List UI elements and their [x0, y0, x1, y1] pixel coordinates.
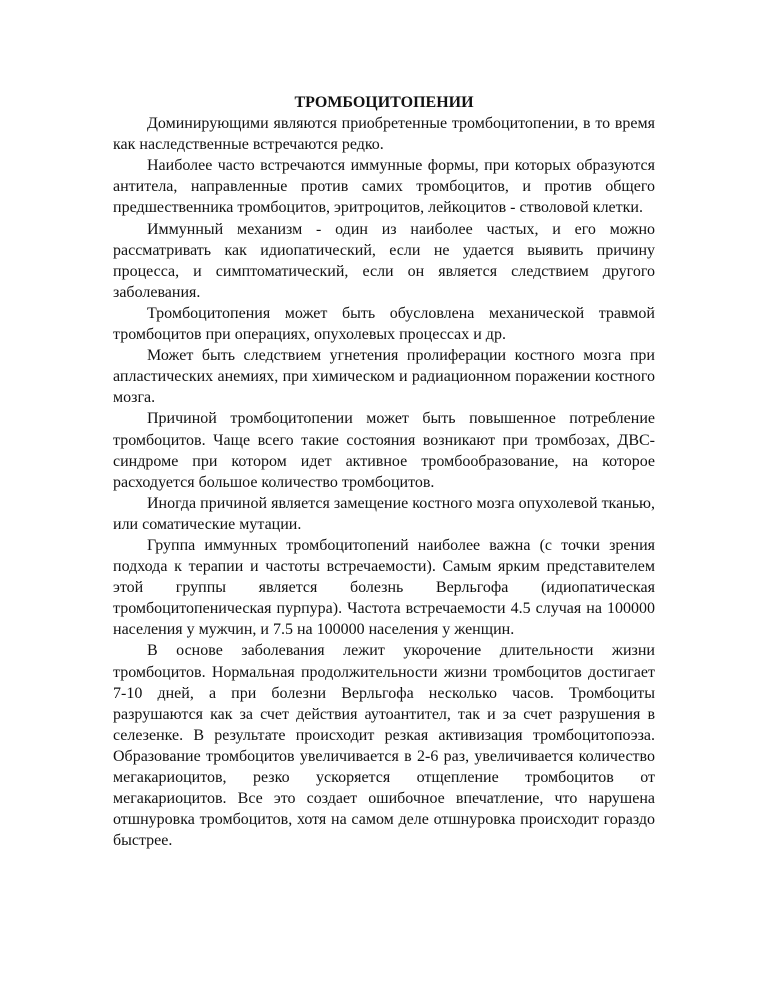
paragraph-2: Наиболее часто встречаются иммунные формы, при которых образуются антитела, направленные против самих тромбоцитов, и против общего предшественника тромбоцитов, эритроцитов, лейкоцитов - стволовой клетки. — [113, 157, 655, 217]
paragraph-5: Может быть следствием угнетения пролиферации костного мозга при апластических анемиях, при химическом и радиационном поражении костного мозга. — [113, 347, 655, 407]
paragraph-3: Иммунный механизм - один из наиболее частых, и его можно рассматривать как идиопатический, если не удается выявить причину процесса, и симптоматический, если он является следствием другого заболевания. — [113, 220, 655, 301]
paragraph-6: Причиной тромбоцитопении может быть повышенное потребление тромбоцитов. Чаще всего такие состояния возникают при тромбозах, ДВС-синдроме при котором идет активное тромбообразование, на которое расходуется большое количество тромбоцитов. — [113, 410, 655, 491]
paragraph-7: Иногда причиной является замещение костного мозга опухолевой тканью, или соматические мутации. — [113, 494, 655, 533]
document-page — [113, 92, 655, 851]
paragraph-1: Доминирующими являются приобретенные тромбоцитопении, в то время как наследственные встречаются редко. — [113, 115, 655, 154]
document-title: ТРОМБОЦИТОПЕНИИ — [294, 94, 474, 111]
paragraph-9: В основе заболевания лежит укорочение длительности жизни тромбоцитов. Нормальная продолжительности жизни тромбоцитов достигает 7-10 дней, а при болезни Верльгофа несколько часов. Тромбоциты разрушаются как за счет действия аутоантител, так и за счет разрушения в селезенке. В результате происходит резкая активизация тромбоцитопоэза. Образование тромбоцитов увеличивается в 2-6 раз, увеличивается количество мегакариоцитов, резко ускоряется отщепление тромбоцитов от мегакариоцитов. Все это создает ошибочное впечатление, что нарушена отшнуровка тромбоцитов, хотя на самом деле отшнуровка происходит гораздо быстрее. — [113, 642, 655, 850]
paragraph-4: Тромбоцитопения может быть обусловлена механической травмой тромбоцитов при операциях, опухолевых процессах и др. — [113, 304, 655, 344]
paragraph-8: Группа иммунных тромбоцитопений наиболее важна (с точки зрения подхода к терапии и частоты встречаемости). Самым ярким представителем этой группы является болезнь Верльгофа (идиопатическая тромбоцитопеническая пурпура). Частота встречаемости 4.5 случая на 100000 населения у мужчин, и 7.5 на 100000 населения у женщин. — [113, 536, 655, 639]
